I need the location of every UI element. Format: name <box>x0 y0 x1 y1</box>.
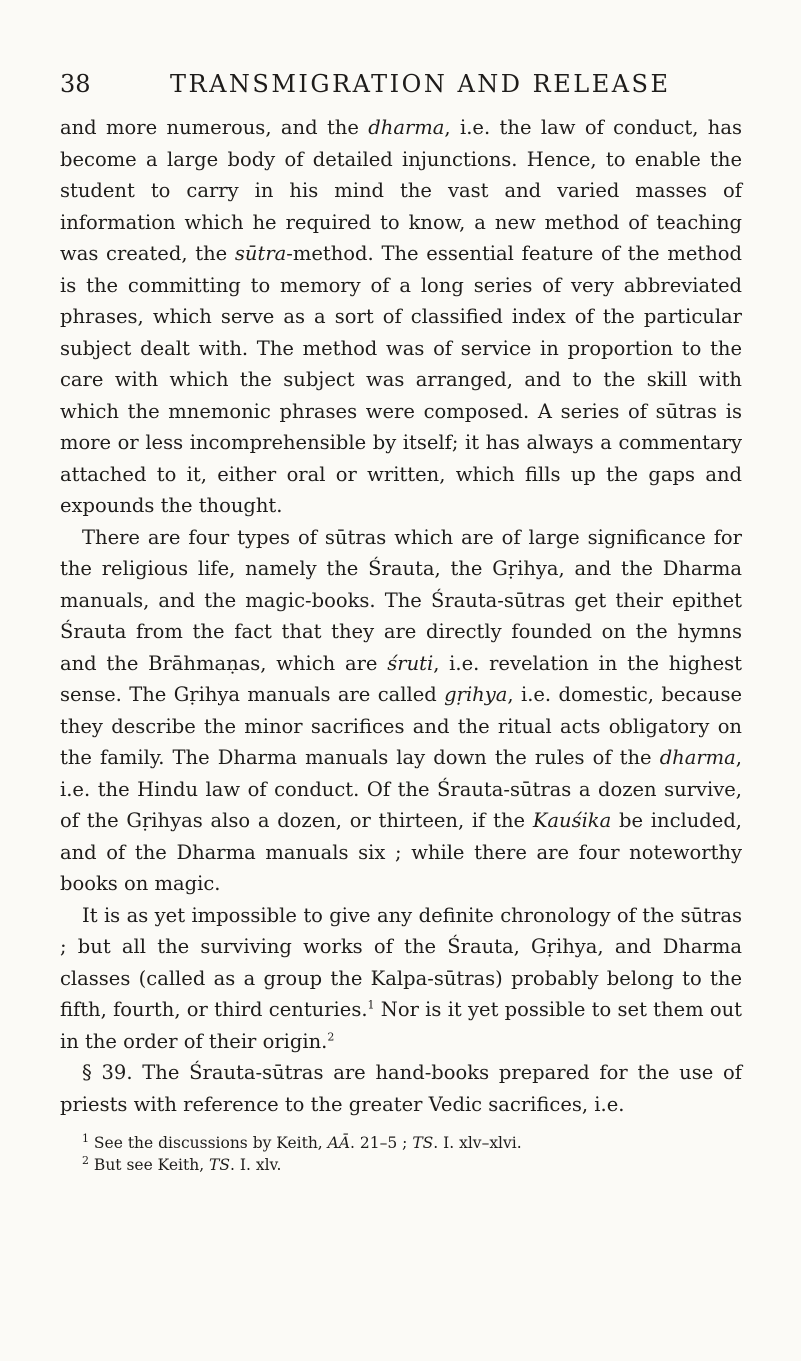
italic-term: Kauśika <box>532 809 612 832</box>
italic-term: gṛihya <box>444 683 508 706</box>
text-run: . I. xlv. <box>230 1156 282 1174</box>
paragraph <box>60 522 742 900</box>
text-run: , i.e. domestic, because they describe the minor sacrifices and the ritual acts obligatory on the family. The Dharma manuals lay down the rules of the <box>60 683 742 769</box>
italic-term: TS <box>412 1134 434 1152</box>
section-paragraph <box>60 1057 742 1120</box>
footnote <box>60 1154 742 1176</box>
text-run: But see Keith, <box>89 1156 210 1174</box>
italic-term: dharma <box>368 116 445 139</box>
running-title: TRANSMIGRATION AND RELEASE <box>170 70 671 98</box>
footnote-ref: 2 <box>82 1153 89 1167</box>
text-run: . 21–5 ; <box>350 1134 413 1152</box>
footnote-ref: 2 <box>327 1030 335 1043</box>
paragraph <box>60 112 742 522</box>
footnote <box>60 1132 742 1154</box>
text-run: be included, and of the Dharma manuals six ; while there are four noteworthy books on magic. <box>60 809 742 895</box>
footnotes <box>60 1132 742 1176</box>
italic-term: TS <box>209 1156 231 1174</box>
text-run: See the discussions by Keith, <box>89 1134 328 1152</box>
footnote-ref: 1 <box>82 1131 89 1145</box>
text-run: § 39. The Śrauta-sūtras are hand-books prepared for the use of priests with reference to the greater Vedic sacrifices, i.e. <box>60 1061 742 1116</box>
text-run: It is as yet impossible to give any definite chronology of the sūtras ; but all the surviving works of the Śrauta, Gṛihya, and Dharma classes (called as a group the Kalpa-sūtras) probably belong to the fifth, fourth, or third centuries. <box>60 903 742 1021</box>
body-text <box>60 112 742 1120</box>
footnote-ref: 1 <box>367 998 375 1012</box>
page-number: 38 <box>60 70 91 98</box>
text-run: -method. The essential feature of the method is the committing to memory of a long series of very abbreviated phrases, which serve as a sort of classified index of the particular subject dealt with. The method was of service in proportion to the care with which the subject was arranged, and to the skill with which the mnemonic phrases were composed. A series of sūtras is more or less incomprehensible by itself; it has always a commentary attached to it, either oral or written, which fills up the gaps and expounds the thought. <box>60 242 742 517</box>
text-run: , i.e. the law of conduct, has become a large body of detailed injunctions. Hence, to enable the student to carry in his mind the vast and varied masses of information which he required to know, a new method of teaching was created, the <box>60 116 742 265</box>
running-header <box>60 70 742 98</box>
text-run: , i.e. revelation in the highest sense. The Gṛihya manuals are called <box>60 651 742 706</box>
italic-term: dharma <box>659 746 736 769</box>
italic-term: sūtra <box>234 242 287 265</box>
text-run: Nor is it yet possible to set them out in the order of their origin. <box>60 998 742 1053</box>
text-run: . I. xlv–xlvi. <box>433 1134 522 1152</box>
italic-term: śruti <box>387 651 434 675</box>
book-page <box>60 70 742 1176</box>
italic-term: AĀ <box>327 1134 351 1152</box>
text-run: and more numerous, and the <box>60 116 369 139</box>
text-run: , i.e. the Hindu law of conduct. Of the Śrauta-sūtras a dozen survive, of the Gṛihyas also a dozen, or thirteen, if the <box>60 746 742 832</box>
text-run: There are four types of sūtras which are of large significance for the religious life, namely the Śrauta, the Gṛihya, and the Dharma manuals, and the magic-books. The Śrauta-sūtras get their epithet Śrauta from the fact that they are directly founded on the hymns and the Brāhmaṇas, which are <box>60 525 742 675</box>
paragraph <box>60 900 742 1058</box>
